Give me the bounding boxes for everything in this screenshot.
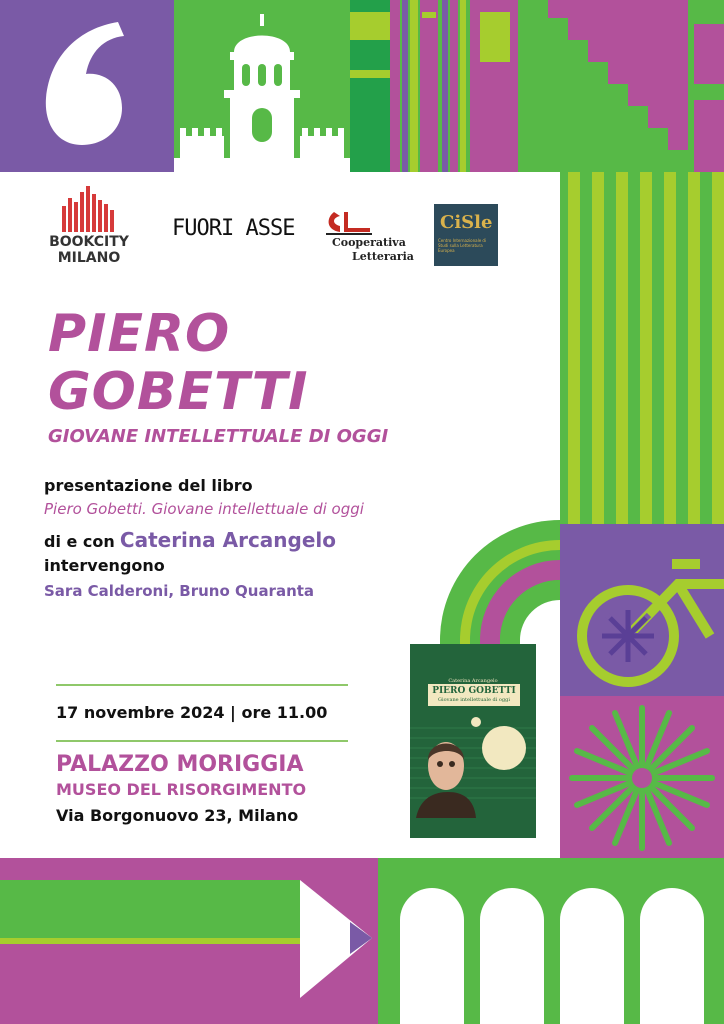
bicycle-block — [560, 524, 724, 696]
with-label: di e con — [44, 532, 115, 551]
author-name: Caterina Arcangelo — [119, 528, 337, 552]
coop-logo — [326, 208, 416, 262]
bicycle-icon — [560, 524, 724, 696]
bottom-left-pattern — [0, 858, 378, 1024]
divider-bottom — [56, 740, 348, 742]
event-venue: PALAZZO MORIGGIA — [56, 752, 304, 777]
vertical-stripes — [560, 172, 724, 524]
cathedral-block — [174, 0, 350, 172]
fuoriasse-logo: FUORI ASSE — [172, 216, 295, 241]
starburst-block — [560, 696, 724, 860]
arches-pattern — [378, 858, 724, 1024]
speakers: Sara Calderoni, Bruno Quaranta — [44, 582, 315, 600]
cathedral-icon — [174, 0, 350, 172]
cisle-mark: CiSle — [440, 212, 493, 233]
cover-portrait — [410, 708, 536, 828]
cover-author: Caterina Arcangelo — [448, 678, 498, 684]
bookcity-logo — [44, 186, 134, 270]
quote-block — [0, 0, 174, 172]
stairs-pattern — [518, 0, 724, 172]
cover-title: PIERO GOBETTI — [432, 686, 516, 696]
stripes-column — [560, 172, 724, 524]
quote-icon — [0, 0, 174, 172]
presentation-label: presentazione del libro — [44, 476, 253, 495]
bookcity-icon — [44, 186, 134, 232]
book-title: Piero Gobetti. Giovane intellettuale di oggi — [44, 500, 364, 518]
stairs-block — [518, 0, 724, 172]
speakers-label: intervengono — [44, 556, 165, 575]
event-datetime: 17 novembre 2024 | ore 11.00 — [56, 703, 328, 722]
with-line — [44, 528, 336, 552]
title-line1: PIERO — [48, 304, 231, 364]
arches-block — [378, 858, 724, 1024]
event-museum: MUSEO DEL RISORGIMENTO — [56, 780, 307, 799]
bookcity-line1: BOOKCITY — [49, 234, 129, 250]
book-cover — [410, 644, 536, 838]
starburst-icon — [560, 696, 724, 860]
bottom-band — [0, 858, 724, 1024]
bottom-left-block — [0, 858, 378, 1024]
event-address: Via Borgonuovo 23, Milano — [56, 806, 299, 825]
coop-icon — [326, 208, 374, 236]
divider-top — [56, 684, 348, 686]
cisle-text: Centro Internazionale di Studi sulla Letteratura Europea — [438, 238, 487, 253]
cisle-logo — [434, 204, 498, 266]
title-subtitle: GIOVANE INTELLETTUALE DI OGGI — [48, 426, 389, 447]
title-line2: GOBETTI — [48, 362, 309, 422]
coop-line2: Letteraria — [352, 250, 414, 263]
cover-subtitle: Giovane intellettuale di oggi — [438, 697, 510, 703]
top-band — [0, 0, 724, 172]
coop-line1: Cooperativa — [332, 236, 406, 249]
bookcity-line2: MILANO — [57, 250, 121, 266]
books-pattern — [350, 0, 518, 172]
cover-title-box — [428, 684, 520, 706]
books-block — [350, 0, 518, 172]
